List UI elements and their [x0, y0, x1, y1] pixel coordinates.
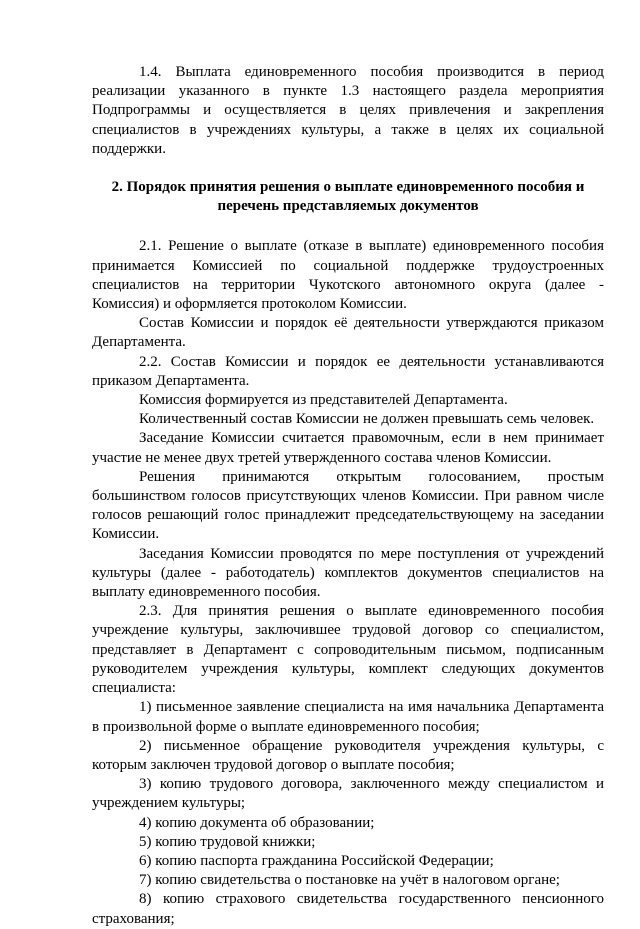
- paragraph-decisions: Решения принимаются открытым голосованием, простым большинством голосов присутствующих членов Комиссии. При равном числе голосов решающий голос принадлежит председательствующему на заседании Комиссии.: [92, 468, 604, 543]
- list-item: 1) письменное заявление специалиста на имя начальника Департамента в произвольной форме о выплате единовременного пособия;: [92, 699, 604, 735]
- list-item: 8) копию страхового свидетельства государственного пенсионного страхования;: [92, 891, 604, 927]
- list-item: 7) копию свидетельства о постановке на учёт в налоговом органе;: [139, 872, 560, 889]
- list-item: 6) копию паспорта гражданина Российской Федерации;: [139, 852, 494, 869]
- list-item: 4) копию документа об образовании;: [139, 814, 375, 831]
- list-item: 3) копию трудового договора, заключенного между специалистом и учреждением культуры;: [92, 776, 604, 812]
- section-2-heading: 2. Порядок принятия решения о выплате единовременного пособия и перечень представляемых документов: [111, 179, 585, 215]
- paragraph-commission-composition: Состав Комиссии и порядок её деятельности утверждаются приказом Департамента.: [92, 315, 604, 351]
- paragraph-2-3: 2.3. Для принятия решения о выплате единовременного пособия учреждение культуры, заключившее трудовой договор со специалистом, представляет в Департамент с сопроводительным письмом, подписанным руководителем учреждения культуры, комплект следующих документов специалиста:: [92, 603, 604, 697]
- paragraph-1-4: 1.4. Выплата единовременного пособия производится в период реализации указанного в пункте 1.3 настоящего раздела мероприятия Подпрограммы и осуществляется в целях привлечения и закрепления специалистов в учреждениях культуры, а также в целях их социальной поддержки.: [92, 64, 604, 157]
- paragraph-quorum: Заседание Комиссии считается правомочным, если в нем принимает участие не менее двух третей утвержденного состава членов Комиссии.: [92, 430, 604, 466]
- paragraph-2-2: 2.2. Состав Комиссии и порядок ее деятельности устанавливаются приказом Департамента.: [92, 353, 604, 389]
- document-body: [92, 63, 604, 929]
- paragraph-meetings: Заседания Комиссии проводятся по мере поступления от учреждений культуры (далее - работодатель) комплектов документов специалистов на выплату единовременного пособия.: [92, 545, 604, 601]
- paragraph-commission-size: Количественный состав Комиссии не должен превышать семь человек.: [139, 411, 595, 428]
- paragraph-commission-formed: Комиссия формируется из представителей Департамента.: [139, 392, 508, 409]
- paragraph-2-1: 2.1. Решение о выплате (отказе в выплате) единовременного пособия принимается Комиссией по социальной поддержке трудоустроенных специалистов на территории Чукотского автономного округа (далее - Комиссия) и оформляется протоколом Комиссии.: [92, 238, 604, 313]
- list-item: 2) письменное обращение руководителя учреждения культуры, с которым заключен трудовой договор о выплате пособия;: [92, 737, 604, 773]
- list-item: 5) копию трудовой книжки;: [139, 833, 316, 850]
